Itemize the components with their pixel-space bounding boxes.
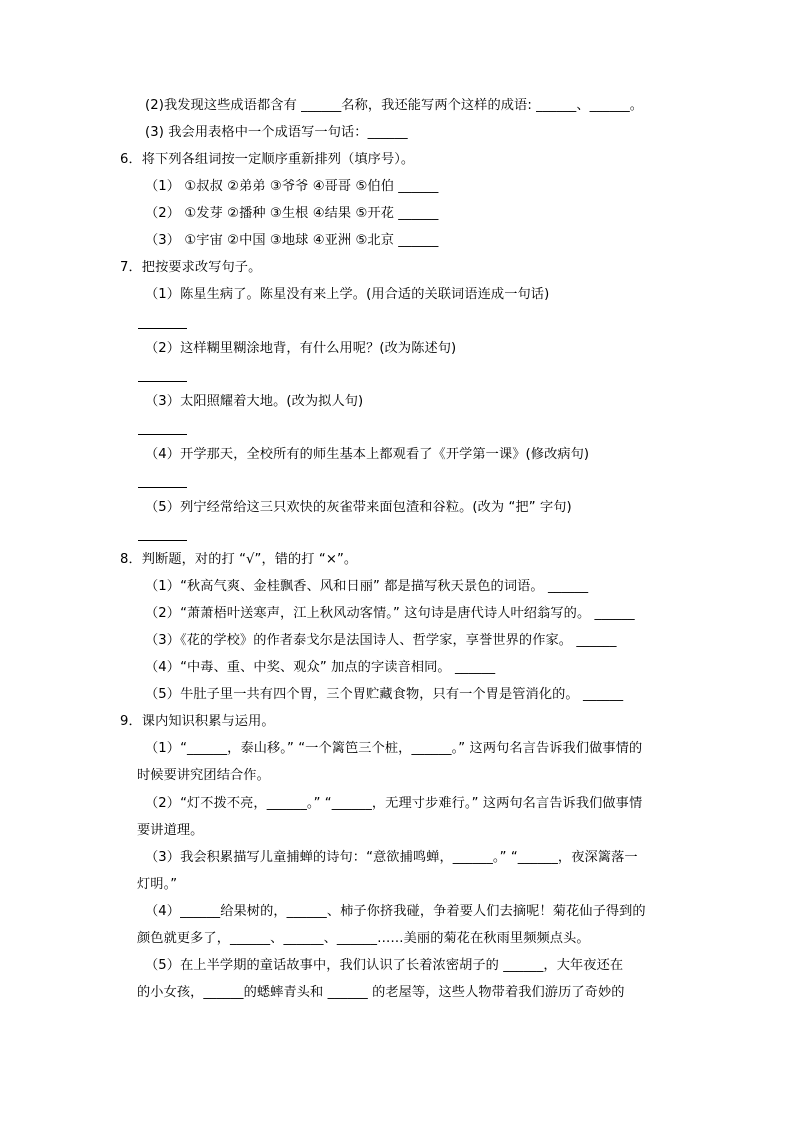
- q9-item-3-line-2: 灯明。”: [137, 877, 178, 892]
- q7-answer-blank-4[interactable]: [138, 487, 187, 488]
- q7-item-4: （4）开学那天，全校所有的师生基本上都观看了《开学第一课》(修改病句): [145, 447, 590, 462]
- q7-item-1: （1）陈星生病了。陈星没有来上学。(用合适的关联词语连成一句话): [145, 287, 550, 302]
- q7-item-2: （2）这样糊里糊涂地背，有什么用呢？(改为陈述句): [145, 341, 457, 356]
- q8-item-1: （1）“秋高气爽、金桂飘香、风和日丽” 都是描写秋天景色的词语。 ______: [145, 579, 589, 594]
- q7-answer-blank-5[interactable]: [138, 540, 187, 541]
- question-9-title: 9．课内知识积累与运用。: [120, 714, 275, 729]
- q6-item-3: （3） ①宇宙 ②中国 ③地球 ④亚洲 ⑤北京 ______: [145, 233, 439, 248]
- q7-answer-blank-3[interactable]: [138, 434, 187, 435]
- q7-answer-blank-1[interactable]: [138, 328, 187, 329]
- q8-item-4: （4）“中毒、重、中奖、观众” 加点的字读音相同。 ______: [145, 660, 496, 675]
- q5-part3-line: (3) 我会用表格中一个成语写一句话：______: [145, 125, 408, 140]
- q9-item-2-line-2: 要讲道理。: [137, 823, 204, 838]
- q9-item-2-line-1: （2）“灯不拨不亮，______。” “______，无理寸步难行。” 这两句名言告诉我们做事情: [145, 796, 643, 811]
- q7-answer-blank-2[interactable]: [138, 381, 187, 382]
- q6-item-2: （2） ①发芽 ②播种 ③生根 ④结果 ⑤开花 ______: [145, 206, 439, 221]
- q7-item-5: （5）列宁经常给这三只欢快的灰雀带来面包渣和谷粒。(改为 “把” 字句): [145, 500, 572, 515]
- q8-item-2: （2）“萧萧梧叶送寒声，江上秋风动客情。” 这句诗是唐代诗人叶绍翁写的。 ______: [145, 606, 635, 621]
- q9-item-5-line-2: 的小女孩，______的蟋蟀青头和 ______ 的老屋等，这些人物带着我们游历了奇妙的: [137, 985, 625, 1000]
- q7-item-3: （3）太阳照耀着大地。(改为拟人句): [145, 394, 364, 409]
- q8-item-3: （3）《花的学校》的作者泰戈尔是法国诗人、哲学家，享誉世界的作家。 ______: [145, 633, 617, 648]
- q8-item-5: （5）牛肚子里一共有四个胃，三个胃贮藏食物，只有一个胃是管消化的。 ______: [145, 687, 624, 702]
- q9-item-1-line-1: （1）“______，泰山移。” “一个篱笆三个桩，______。” 这两句名言告诉我们做事情的: [145, 741, 643, 756]
- q9-item-3-line-1: （3）我会积累描写儿童捕蝉的诗句：“意欲捕鸣蝉，______。” “______，夜深篱落一: [145, 850, 638, 865]
- question-7-title: 7．把按要求改写句子。: [120, 260, 262, 275]
- q9-item-5-line-1: （5）在上半学期的童话故事中，我们认识了长着浓密胡子的 ______，大年夜还在: [145, 958, 624, 973]
- q9-item-1-line-2: 时候要讲究团结合作。: [137, 768, 270, 783]
- question-6-title: 6．将下列各组词按一定顺序重新排列（填序号）。: [120, 152, 415, 167]
- q9-item-4-line-2: 颜色就更多了，______、______、______……美丽的菊花在秋雨里频频点头。: [137, 931, 590, 946]
- q6-item-1: （1） ①叔叔 ②弟弟 ③爷爷 ④哥哥 ⑤伯伯 ______: [145, 179, 439, 194]
- question-8-title: 8．判断题，对的打 “√”，错的打 “×”。: [120, 552, 358, 567]
- q9-item-4-line-1: （4）______给果树的，______、柿子你挤我碰，争着要人们去摘呢！菊花仙子得到的: [145, 904, 646, 919]
- q5-part2-line: (2)我发现这些成语都含有 ______名称，我还能写两个这样的成语: ______、______。: [145, 98, 644, 113]
